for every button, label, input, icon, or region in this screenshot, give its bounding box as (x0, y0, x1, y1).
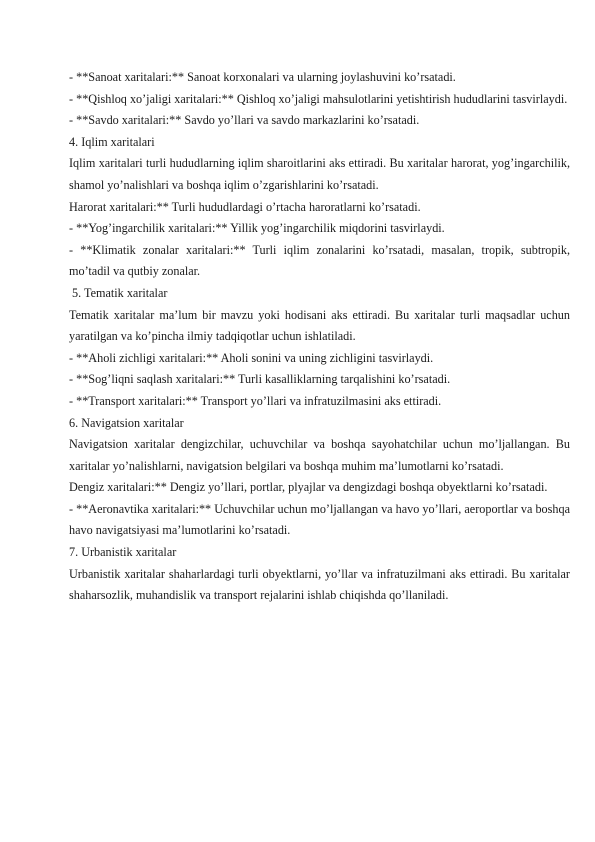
paragraph-urbanistik: Urbanistik xaritalar shaharlardagi turli obyektlarni, yo’llar va infratuzilmani aks ettiradi. Bu xaritalar shaharsozlik, muhandislik va transport rejalarini ishlab chiqishda qo’llaniladi. (69, 566, 570, 603)
section-heading-6: 6. Navigatsion xaritalar (69, 415, 184, 430)
paragraph-iqlim: Iqlim xaritalari turli hududlarning iqlim sharoitlarini aks ettiradi. Bu xaritalar harorat, yog’ingarchilik, shamol yo’nalishlari va boshqa iqlim o’zgarishlarini ko’rsatadi. (69, 156, 570, 192)
bullet-qishloq: - **Qishloq xo’jaligi xaritalari:** Qishloq xo’jaligi mahsulotlarini yetishtirish hududlarini tasvirlaydi. (69, 91, 568, 106)
paragraph-tematik: Tematik xaritalar ma’lum bir mavzu yoki hodisani aks ettiradi. Bu xaritalar turli maqsadlar uchun yaratilgan va ko’pincha ilmiy tadqiqotlar uchun ishlatiladi. (69, 307, 570, 344)
bullet-dengiz: Dengiz xaritalari:** Dengiz yo’llari, portlar, plyajlar va dengizdagi boshqa obyektlarni ko’rsatadi. (69, 480, 548, 495)
bullet-yogingarchilik: - **Yog’ingarchilik xaritalari:** Yillik yog’ingarchilik miqdorini tasvirlaydi. (69, 221, 445, 236)
section-heading-4: 4. Iqlim xaritalari (69, 134, 155, 149)
bullet-sanoat: - **Sanoat xaritalari:** Sanoat korxonalari va ularning joylashuvini ko’rsatadi. (69, 70, 456, 84)
section-heading-5: 5. Tematik xaritalar (69, 285, 168, 300)
document-page (69, 67, 570, 607)
bullet-harorat: Harorat xaritalari:** Turli hududlardagi o’rtacha haroratlarni ko’rsatadi. (69, 199, 421, 214)
bullet-klimatik: - **Klimatik zonalar xaritalari:** Turli iqlim zonalarini ko’rsatadi, masalan, tropik, subtropik, mo’tadil va qutbiy zonalar. (69, 242, 570, 279)
bullet-aeronavtika: - **Aeronavtika xaritalari:** Uchuvchilar uchun mo’ljallangan va havo yo’llari, aeroportlar va boshqa havo navigatsiyasi ma’lumotlarini ko’rsatadi. (69, 501, 570, 538)
bullet-transport: - **Transport xaritalari:** Transport yo’llari va infratuzilmasini aks ettiradi. (69, 393, 442, 408)
section-heading-7: 7. Urbanistik xaritalar (69, 545, 177, 560)
bullet-sogliq: - **Sog’liqni saqlash xaritalari:** Turli kasalliklarning tarqalishini ko’rsatadi. (69, 372, 451, 387)
paragraph-navigatsion: Navigatsion xaritalar dengizchilar, uchuvchilar va boshqa sayohatchilar uchun mo’ljallangan. Bu xaritalar yo’nalishlarni, navigatsion belgilari va boshqa muhim ma’lumotlarni ko’rsatadi. (69, 437, 570, 473)
bullet-savdo: - **Savdo xaritalari:** Savdo yo’llari va savdo markazlarini ko’rsatadi. (69, 113, 420, 128)
bullet-aholi: - **Aholi zichligi xaritalari:** Aholi sonini va uning zichligini tasvirlaydi. (69, 350, 434, 365)
